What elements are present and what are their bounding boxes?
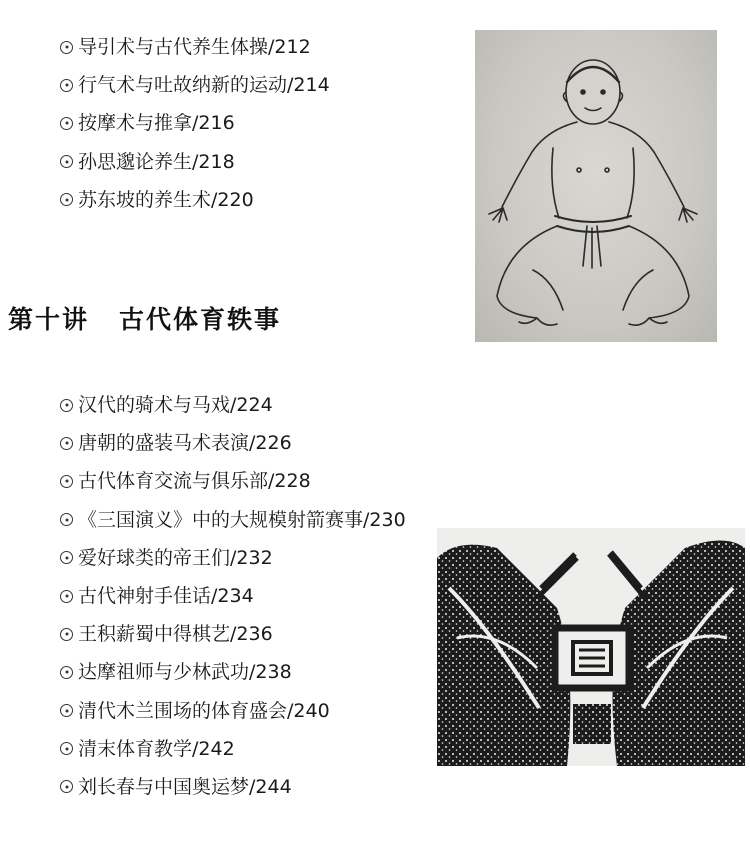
circle-bullet-icon	[60, 117, 73, 130]
circle-bullet-icon	[60, 704, 73, 717]
toc-item-title: 《三国演义》中的大规模射箭赛事	[78, 508, 364, 531]
toc-item-page: /240	[287, 699, 330, 722]
toc-item[interactable]	[60, 730, 406, 768]
toc-item[interactable]	[60, 539, 406, 577]
toc-item-page: /238	[249, 661, 292, 684]
toc-item[interactable]	[60, 28, 330, 66]
toc-item[interactable]	[60, 692, 406, 730]
toc-item[interactable]	[60, 143, 330, 181]
toc-item-title: 孙思邈论养生	[78, 150, 193, 173]
toc-item[interactable]	[60, 577, 406, 615]
circle-bullet-icon	[60, 551, 73, 564]
toc-item-page: /232	[230, 546, 273, 569]
toc-item-title: 清末体育教学	[78, 737, 193, 760]
toc-list-top	[60, 28, 330, 219]
toc-item-title: 汉代的骑术与马戏	[78, 394, 231, 417]
toc-item[interactable]	[60, 768, 406, 806]
toc-item-title: 刘长春与中国奥运梦	[78, 775, 250, 798]
toc-item[interactable]	[60, 66, 330, 104]
toc-item-page: /228	[268, 470, 311, 493]
toc-item-title: 达摩祖师与少林武功	[78, 661, 250, 684]
toc-item-title: 清代木兰围场的体育盛会	[78, 699, 288, 722]
circle-bullet-icon	[60, 193, 73, 206]
circle-bullet-icon	[60, 399, 73, 412]
toc-item-title: 行气术与吐故纳新的运动	[78, 74, 288, 97]
toc-item-page: /244	[249, 775, 292, 798]
toc-item[interactable]	[60, 501, 406, 539]
toc-item-title: 唐朝的盛装马术表演	[78, 432, 250, 455]
toc-item-page: /230	[363, 508, 406, 531]
toc-item-title: 古代神射手佳话	[78, 585, 212, 608]
chapter-title: 古代体育轶事	[119, 305, 282, 334]
circle-bullet-icon	[60, 79, 73, 92]
toc-item-title: 古代体育交流与俱乐部	[78, 470, 269, 493]
toc-item-title: 王积薪蜀中得棋艺	[78, 623, 231, 646]
illustration-rubbing-two-figures	[437, 528, 745, 766]
toc-item[interactable]	[60, 653, 406, 691]
chapter-number: 第十讲	[8, 305, 90, 334]
circle-bullet-icon	[60, 41, 73, 54]
toc-item-page: /242	[192, 737, 235, 760]
circle-bullet-icon	[60, 666, 73, 679]
toc-item-title: 导引术与古代养生体操	[78, 36, 269, 59]
toc-item[interactable]	[60, 615, 406, 653]
toc-item[interactable]	[60, 462, 406, 500]
toc-item-title: 按摩术与推拿	[78, 112, 193, 135]
toc-item-title: 爱好球类的帝王们	[78, 546, 231, 569]
toc-item[interactable]	[60, 386, 406, 424]
circle-bullet-icon	[60, 437, 73, 450]
illustration-seated-figure	[475, 30, 717, 342]
toc-item-page: /236	[230, 623, 273, 646]
toc-item-page: /214	[287, 74, 330, 97]
toc-item-page: /220	[211, 188, 254, 211]
circle-bullet-icon	[60, 590, 73, 603]
toc-item-page: /226	[249, 432, 292, 455]
toc-item-page: /218	[192, 150, 235, 173]
circle-bullet-icon	[60, 475, 73, 488]
toc-item-title: 苏东坡的养生术	[78, 188, 212, 211]
circle-bullet-icon	[60, 780, 73, 793]
circle-bullet-icon	[60, 742, 73, 755]
toc-item-page: /234	[211, 585, 254, 608]
circle-bullet-icon	[60, 155, 73, 168]
toc-item-page: /212	[268, 36, 311, 59]
toc-item-page: /224	[230, 394, 273, 417]
toc-item-page: /216	[192, 112, 235, 135]
toc-item[interactable]	[60, 104, 330, 142]
circle-bullet-icon	[60, 628, 73, 641]
stone-rubbing-drawing	[437, 528, 745, 766]
toc-list-bottom	[60, 386, 406, 806]
toc-item[interactable]	[60, 181, 330, 219]
chapter-heading	[8, 300, 281, 336]
toc-item[interactable]	[60, 424, 406, 462]
seated-figure-drawing	[475, 30, 717, 342]
circle-bullet-icon	[60, 513, 73, 526]
